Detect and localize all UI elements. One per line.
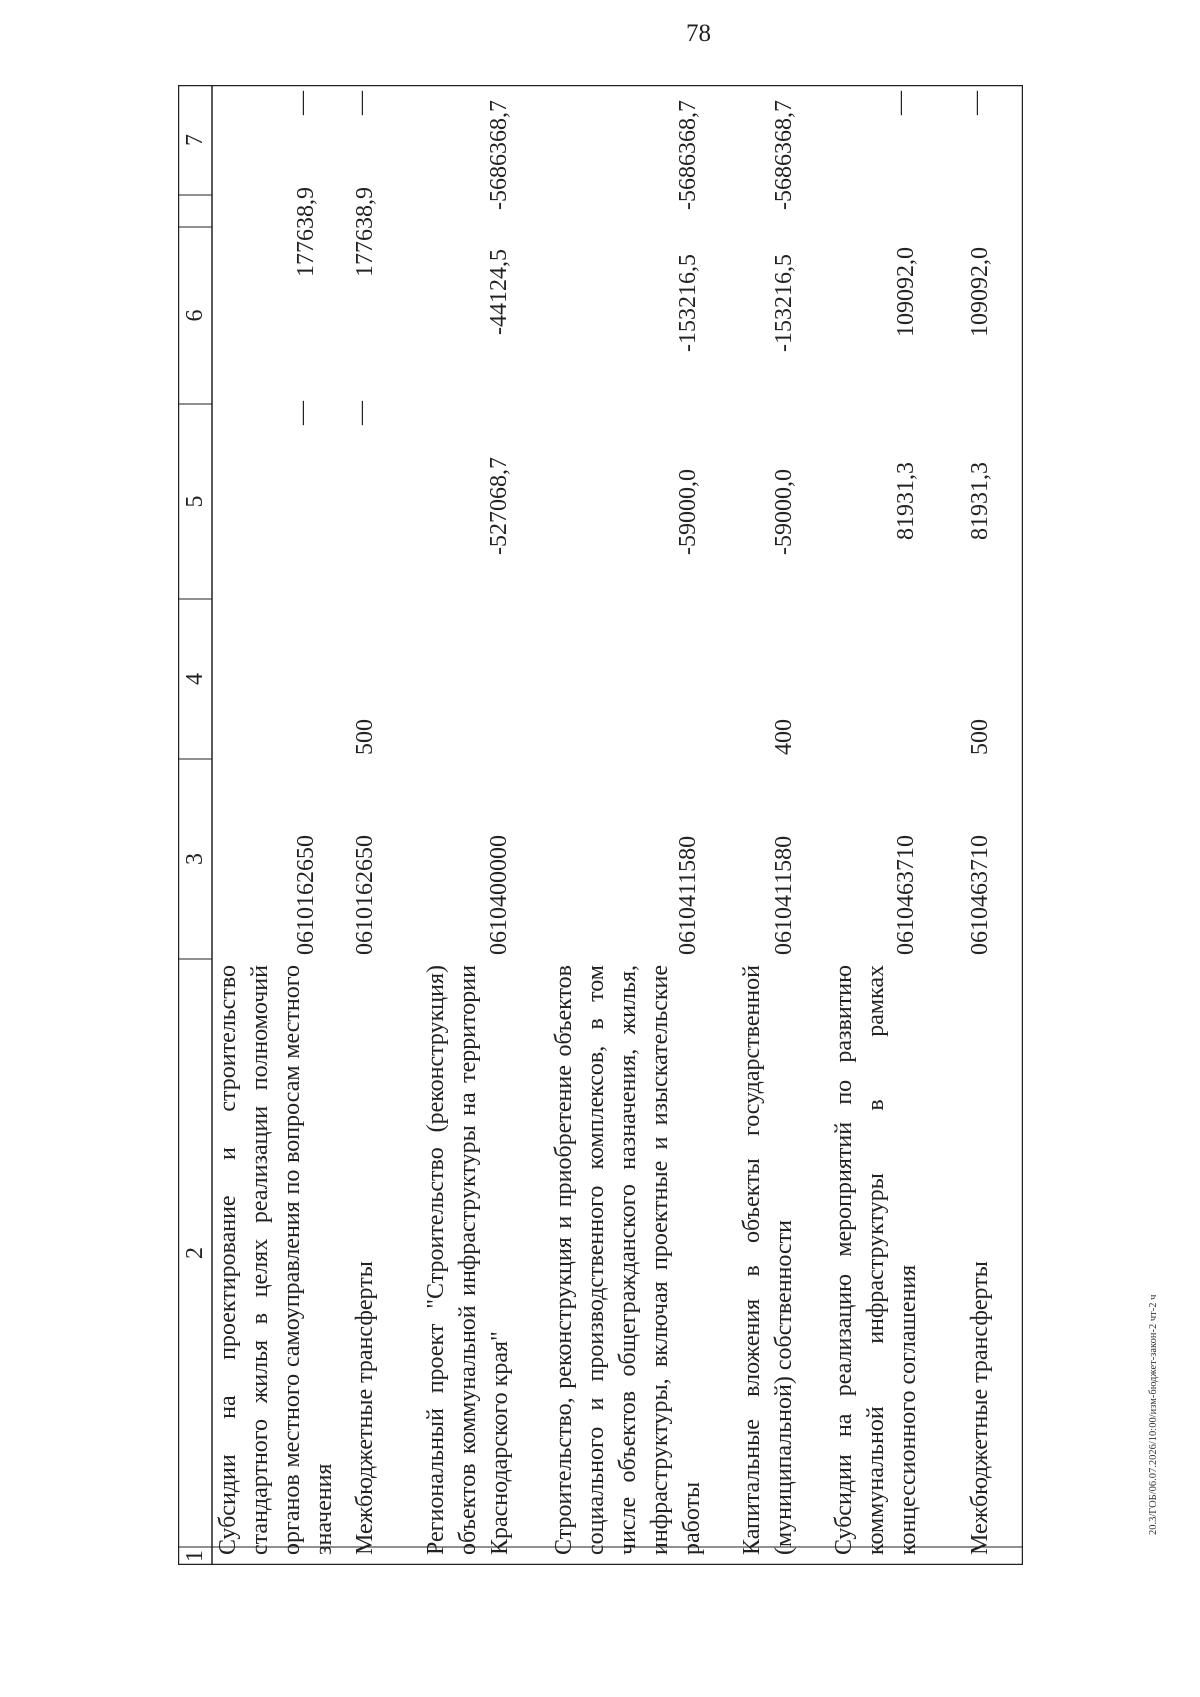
footer-code: 20.3/ГОБ/06.07.2026/10:00/изм-бюджет-закон-2 чт-2 ч [1148,1294,1159,1535]
row-col5: 81931,3 [893,462,919,540]
row-col7: — [887,91,913,115]
row-col5: -527068,7 [486,457,512,555]
row-col5: -59000,0 [771,469,797,555]
row-name: Строительство, реконструкция и приобретение объектов социального и производственного комплексов, в том числе объектов общегражданского назначения, жилья, инфраструктуры, включая проектные и изыскательские работы [551,965,705,1555]
budget-table [178,85,1023,1565]
row-name: Межбюджетные трансферты [352,1261,378,1555]
row-col5: 81931,3 [967,462,993,540]
row-code: 0610400000 [486,835,512,955]
row-col5: -59000,0 [675,469,701,555]
row-code: 0610411580 [675,835,701,955]
row-vr: 500 [352,719,378,755]
row-col5: — [289,401,315,425]
row-code: 0610411580 [771,835,797,955]
row-vr: 400 [771,719,797,755]
row-vr: 500 [967,719,993,755]
header-col-5: 5 [181,495,208,508]
row-code: 0610463710 [967,835,993,955]
header-col-1: 1 [181,1550,208,1562]
row-col6: -153216,5 [771,254,797,352]
row-col6: -153216,5 [675,254,701,352]
row-col5: — [348,401,374,425]
row-col7: -5686368,7 [771,100,797,210]
row-col6: 177638,9 [293,187,319,277]
row-name: Капитальные вложения в объекты государственной (муниципальной) собственности [739,965,797,1555]
row-col6: 109092,0 [967,247,993,337]
row-col7: — [289,91,315,115]
row-col6: 177638,9 [352,187,378,277]
row-col7: — [963,91,989,115]
row-name: Региональный проект "Строительство (реконструкция) объектов коммунальной инфраструктуры на территории Краснодарского края" [423,965,513,1555]
header-col-3: 3 [181,853,208,865]
row-name: Субсидии на проектирование и строительство стандартного жилья в целях реализации полномочий органов местного самоуправления по вопросам местного значения [215,965,337,1555]
header-col-2: 2 [181,1247,208,1259]
row-code: 0610162650 [352,835,378,955]
row-code: 0610162650 [293,835,319,955]
row-name: Межбюджетные трансферты [967,1261,993,1555]
row-col6: -44124,5 [486,249,512,335]
header-col-6: 6 [181,309,208,322]
row-col6: 109092,0 [893,247,919,337]
row-code: 0610463710 [893,835,919,955]
row-col7: — [348,91,374,115]
row-col7: -5686368,7 [675,100,701,210]
page-number: 78 [686,20,711,47]
header-col-7: 7 [181,134,208,146]
row-col7: -5686368,7 [486,100,512,210]
header-col-4: 4 [181,673,208,685]
row-name: Субсидии на реализацию мероприятий по развитию коммунальной инфраструктуры в рамках концессионного соглашения [831,965,921,1555]
